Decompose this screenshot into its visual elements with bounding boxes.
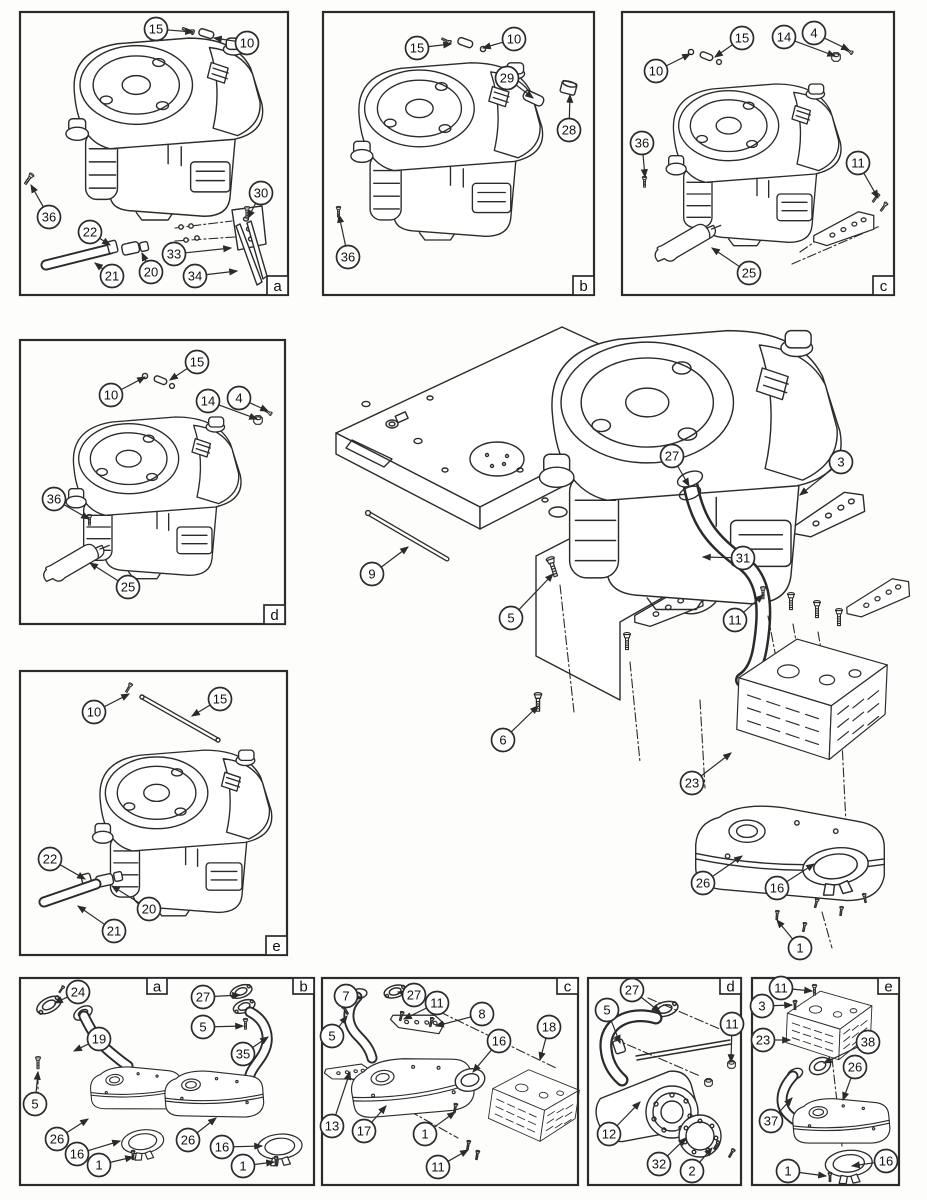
svg-text:35: 35 bbox=[235, 1046, 251, 1062]
callout-top-a-36 bbox=[31, 185, 61, 229]
svg-text:27: 27 bbox=[406, 987, 422, 1003]
svg-text:3: 3 bbox=[758, 998, 766, 1014]
callout-main-6 bbox=[492, 706, 539, 752]
svg-text:5: 5 bbox=[507, 610, 515, 626]
svg-text:26: 26 bbox=[847, 1059, 863, 1075]
callout-bottom-d-27 bbox=[621, 979, 661, 1013]
svg-text:1: 1 bbox=[784, 1163, 792, 1179]
svg-text:11: 11 bbox=[431, 1159, 445, 1175]
illustration-engine-top-a bbox=[23, 26, 267, 285]
callout-mid-e-10 bbox=[83, 694, 130, 724]
svg-text:6: 6 bbox=[499, 732, 507, 748]
callout-bottom-e-23 bbox=[752, 1029, 791, 1052]
svg-text:16: 16 bbox=[491, 1033, 507, 1049]
svg-text:11: 11 bbox=[728, 612, 742, 628]
callout-top-c-4 bbox=[803, 22, 850, 51]
svg-text:d: d bbox=[726, 978, 735, 996]
callout-bottom-ab-1 bbox=[88, 1154, 134, 1177]
svg-text:15: 15 bbox=[148, 21, 164, 37]
svg-text:14: 14 bbox=[776, 29, 792, 45]
svg-text:33: 33 bbox=[166, 246, 182, 262]
callout-top-c-10 bbox=[645, 54, 691, 83]
callout-bottom-c-16 bbox=[473, 1030, 511, 1073]
svg-text:11: 11 bbox=[774, 980, 788, 996]
svg-text:4: 4 bbox=[810, 25, 818, 41]
svg-text:19: 19 bbox=[91, 1031, 107, 1047]
callout-top-c-11 bbox=[847, 152, 879, 199]
svg-text:28: 28 bbox=[561, 122, 577, 138]
svg-text:1: 1 bbox=[239, 1158, 247, 1174]
panel-tab-top-a-a bbox=[267, 276, 288, 295]
callout-top-a-20 bbox=[140, 253, 163, 284]
svg-text:36: 36 bbox=[340, 249, 356, 265]
svg-text:3: 3 bbox=[837, 454, 845, 470]
svg-text:20: 20 bbox=[141, 901, 157, 917]
callout-mid-d-10 bbox=[100, 377, 146, 407]
callout-main-9 bbox=[361, 547, 409, 586]
svg-text:38: 38 bbox=[860, 1034, 876, 1050]
svg-text:20: 20 bbox=[143, 264, 159, 280]
svg-text:11: 11 bbox=[851, 155, 865, 171]
svg-text:5: 5 bbox=[603, 1002, 611, 1018]
callout-mid-e-22 bbox=[39, 848, 86, 880]
svg-text:18: 18 bbox=[541, 1019, 557, 1035]
callout-top-a-21 bbox=[95, 263, 124, 288]
panel-tab-top-b-b bbox=[573, 276, 594, 295]
panel-tab-bottom-ab-b bbox=[293, 978, 314, 996]
svg-text:10: 10 bbox=[648, 63, 664, 79]
panel-tab-bottom-ab-a bbox=[147, 978, 167, 996]
svg-text:23: 23 bbox=[755, 1032, 771, 1048]
callout-bottom-c-13 bbox=[321, 1072, 351, 1138]
svg-text:10: 10 bbox=[239, 35, 255, 51]
illustration-muffler-bottom-e bbox=[782, 984, 894, 1185]
callout-top-c-36 bbox=[631, 132, 654, 178]
svg-text:26: 26 bbox=[49, 1131, 65, 1147]
callout-bottom-ab-5 bbox=[24, 1072, 47, 1116]
svg-text:23: 23 bbox=[684, 775, 700, 791]
callout-top-a-22 bbox=[79, 221, 111, 246]
illustration-engine-top-b bbox=[336, 37, 577, 240]
svg-text:4: 4 bbox=[235, 390, 243, 406]
callout-top-c-25 bbox=[712, 248, 761, 285]
svg-text:16: 16 bbox=[214, 1139, 230, 1155]
callout-mid-d-4 bbox=[228, 387, 269, 412]
svg-text:37: 37 bbox=[763, 1113, 779, 1129]
callout-bottom-ab-16 bbox=[211, 1136, 263, 1159]
svg-text:e: e bbox=[884, 978, 893, 996]
callout-bottom-ab-19 bbox=[74, 1028, 111, 1052]
svg-text:10: 10 bbox=[506, 31, 522, 47]
svg-text:34: 34 bbox=[187, 268, 203, 284]
svg-text:d: d bbox=[270, 607, 279, 624]
svg-text:17: 17 bbox=[356, 1123, 372, 1139]
svg-text:a: a bbox=[152, 978, 162, 996]
svg-text:10: 10 bbox=[86, 704, 102, 720]
svg-text:2: 2 bbox=[688, 1163, 696, 1179]
svg-text:e: e bbox=[272, 938, 281, 955]
callout-main-1 bbox=[777, 920, 812, 960]
svg-text:30: 30 bbox=[253, 185, 269, 201]
svg-text:11: 11 bbox=[430, 995, 444, 1011]
callout-bottom-e-26 bbox=[843, 1056, 867, 1101]
svg-text:22: 22 bbox=[42, 851, 58, 867]
svg-text:15: 15 bbox=[734, 30, 750, 46]
callout-main-23 bbox=[681, 753, 732, 795]
svg-text:12: 12 bbox=[601, 1126, 617, 1142]
svg-text:25: 25 bbox=[741, 265, 757, 281]
callout-mid-e-21 bbox=[78, 906, 126, 943]
svg-text:13: 13 bbox=[324, 1118, 340, 1134]
svg-text:15: 15 bbox=[212, 691, 228, 707]
svg-text:b: b bbox=[579, 278, 588, 295]
svg-text:24: 24 bbox=[70, 984, 86, 1000]
panel-tab-top-c-c bbox=[873, 276, 894, 295]
callout-top-a-34 bbox=[184, 265, 238, 288]
panel-tab-bottom-e-e bbox=[878, 978, 899, 996]
svg-text:36: 36 bbox=[46, 491, 62, 507]
svg-text:5: 5 bbox=[199, 1019, 207, 1035]
callout-bottom-e-11 bbox=[770, 977, 813, 1000]
svg-text:29: 29 bbox=[499, 70, 515, 86]
callout-top-b-10 bbox=[483, 28, 526, 51]
panel-tab-mid-d-d bbox=[264, 605, 285, 624]
svg-text:32: 32 bbox=[651, 1156, 667, 1172]
svg-text:27: 27 bbox=[624, 982, 640, 998]
svg-text:11: 11 bbox=[725, 1016, 739, 1032]
svg-text:5: 5 bbox=[328, 1028, 336, 1044]
svg-text:9: 9 bbox=[368, 566, 376, 582]
svg-text:1: 1 bbox=[95, 1157, 103, 1173]
svg-text:8: 8 bbox=[478, 1006, 486, 1022]
callout-mid-d-15 bbox=[170, 351, 209, 381]
svg-text:15: 15 bbox=[409, 40, 425, 56]
callout-top-b-36 bbox=[337, 215, 360, 269]
svg-text:7: 7 bbox=[342, 988, 350, 1004]
svg-text:27: 27 bbox=[195, 989, 211, 1005]
svg-text:26: 26 bbox=[695, 875, 711, 891]
panel-tab-bottom-c-c bbox=[557, 978, 578, 996]
callout-bottom-c-5 bbox=[321, 1016, 348, 1048]
panel-tab-bottom-d-d bbox=[720, 978, 741, 996]
svg-text:26: 26 bbox=[180, 1132, 196, 1148]
svg-text:1: 1 bbox=[421, 1126, 429, 1142]
svg-text:10: 10 bbox=[103, 387, 119, 403]
svg-text:22: 22 bbox=[82, 224, 98, 240]
svg-text:14: 14 bbox=[200, 393, 216, 409]
svg-text:31: 31 bbox=[735, 550, 751, 566]
svg-text:c: c bbox=[879, 278, 888, 295]
callout-top-b-28 bbox=[558, 95, 581, 142]
callout-bottom-c-11 bbox=[427, 1150, 469, 1179]
callout-bottom-e-1 bbox=[777, 1160, 827, 1183]
svg-text:5: 5 bbox=[31, 1096, 39, 1112]
svg-text:1: 1 bbox=[796, 940, 804, 956]
svg-text:25: 25 bbox=[120, 579, 136, 595]
svg-text:36: 36 bbox=[41, 209, 57, 225]
svg-text:27: 27 bbox=[664, 448, 680, 464]
svg-text:16: 16 bbox=[769, 880, 785, 896]
svg-text:16: 16 bbox=[878, 1153, 894, 1169]
svg-text:21: 21 bbox=[104, 268, 120, 284]
svg-text:c: c bbox=[563, 978, 572, 996]
callout-mid-e-15 bbox=[192, 688, 232, 717]
panel-tab-mid-e-e bbox=[266, 936, 287, 955]
svg-text:15: 15 bbox=[189, 354, 205, 370]
callout-bottom-ab-5 bbox=[192, 1016, 244, 1039]
callout-top-c-15 bbox=[715, 27, 754, 58]
illustration-main-assembly bbox=[336, 327, 914, 948]
callout-top-a-33 bbox=[163, 243, 232, 266]
svg-text:36: 36 bbox=[634, 135, 650, 151]
svg-text:b: b bbox=[299, 978, 308, 996]
svg-text:a: a bbox=[273, 278, 282, 295]
svg-text:21: 21 bbox=[106, 923, 122, 939]
illustration-engine-mid-e bbox=[44, 682, 272, 916]
callout-bottom-c-18 bbox=[538, 1016, 561, 1061]
svg-text:16: 16 bbox=[69, 1146, 85, 1162]
